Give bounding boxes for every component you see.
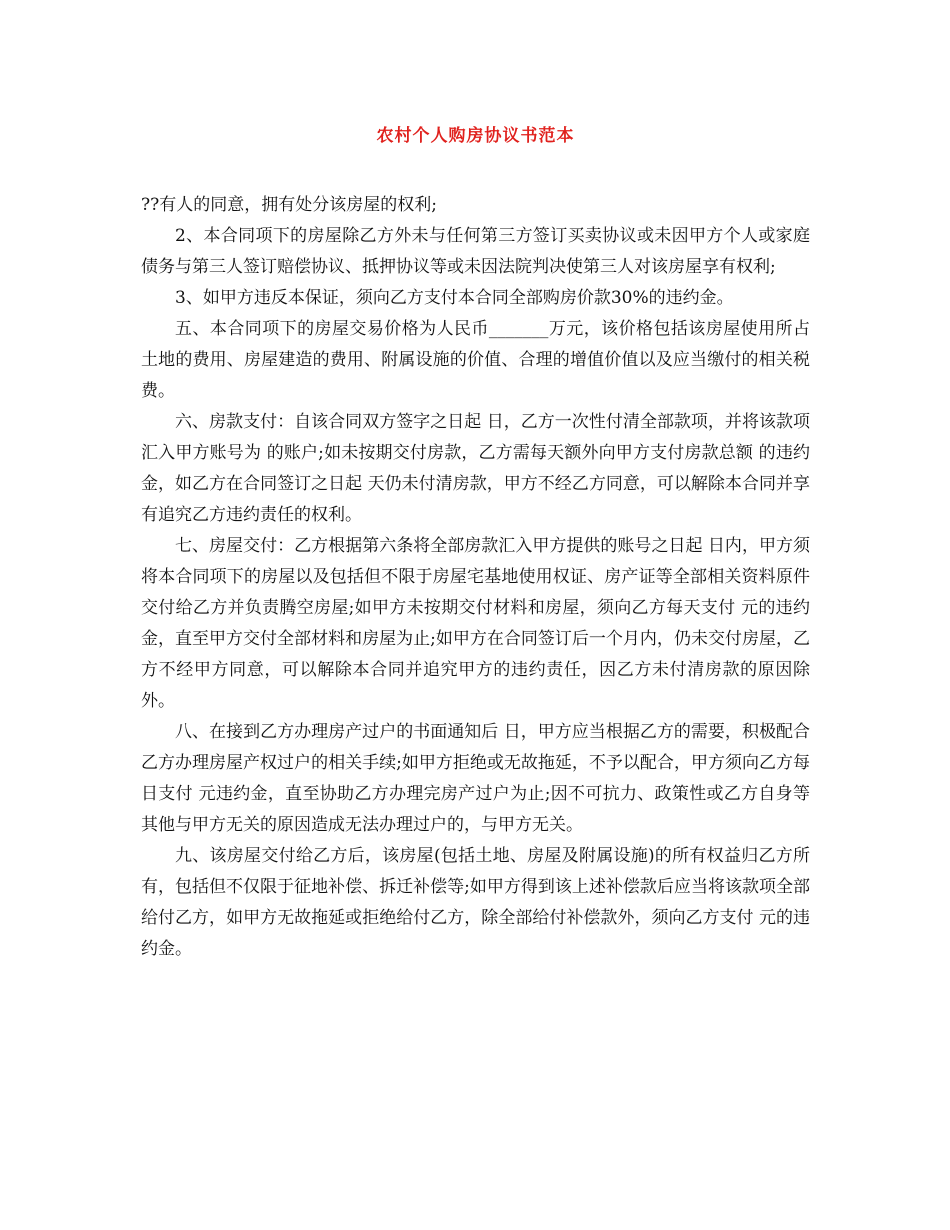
paragraph-clause-2: 2、本合同项下的房屋除乙方外未与任何第三方签订买卖协议或未因甲方个人或家庭债务与第三人签订赔偿协议、抵押协议等或未因法院判决使第三人对该房屋享有权利;: [141, 226, 810, 277]
paragraph-clause-3: 3、如甲方违反本保证，须向乙方支付本合同全部购房价款30%的违约金。: [175, 288, 734, 308]
paragraph-section-7: 七、房屋交付：乙方根据第六条将全部房款汇入甲方提供的账号之日起 日内，甲方须将本合同项下的房屋以及包括但不限于房屋宅基地使用权证、房产证等全部相关资料原件交付给乙方并负责腾空房屋;如甲方未按期交付材料和房屋，须向乙方每天支付 元的违约金，直至甲方交付全部材料和房屋为止;如甲方在合同签订后一个月内，仍未交付房屋，乙方不经甲方同意，可以解除本合同并追究甲方的违约责任，因乙方未付清房款的原因除外。: [141, 536, 810, 711]
document-title: 农村个人购房协议书范本: [376, 126, 575, 146]
document-body: [141, 190, 810, 965]
paragraph-section-8: 八、在接到乙方办理房产过户的书面通知后 日，甲方应当根据乙方的需要，积极配合乙方办理房屋产权过户的相关手续;如甲方拒绝或无故拖延，不予以配合，甲方须向乙方每日支付 元违约金，直至协助乙方办理完房产过户为止;因不可抗力、政策性或乙方自身等其他与甲方无关的原因造成无法办理过户的，与甲方无关。: [141, 722, 810, 835]
paragraph-section-6: 六、房款支付：自该合同双方签字之日起 日，乙方一次性付清全部款项，并将该款项汇入甲方账号为 的账户;如未按期交付房款，乙方需每天额外向甲方支付房款总额 的违约金，如乙方在合同签订之日起 天仍未付清房款，甲方不经乙方同意，可以解除本合同并享有追究乙方违约责任的权利。: [141, 412, 810, 525]
paragraph-section-5: 五、本合同项下的房屋交易价格为人民币_______万元，该价格包括该房屋使用所占土地的费用、房屋建造的费用、附属设施的价值、合理的增值价值以及应当缴付的相关税费。: [141, 319, 810, 401]
paragraph-continuation: ??有人的同意，拥有处分该房屋的权利;: [141, 195, 437, 215]
paragraph-section-9: 九、该房屋交付给乙方后，该房屋(包括土地、房屋及附属设施)的所有权益归乙方所有，包括但不仅限于征地补偿、拆迁补偿等;如甲方得到该上述补偿款后应当将该款项全部给付乙方，如甲方无故拖延或拒绝给付乙方，除全部给付补偿款外，须向乙方支付 元的违约金。: [141, 846, 810, 959]
